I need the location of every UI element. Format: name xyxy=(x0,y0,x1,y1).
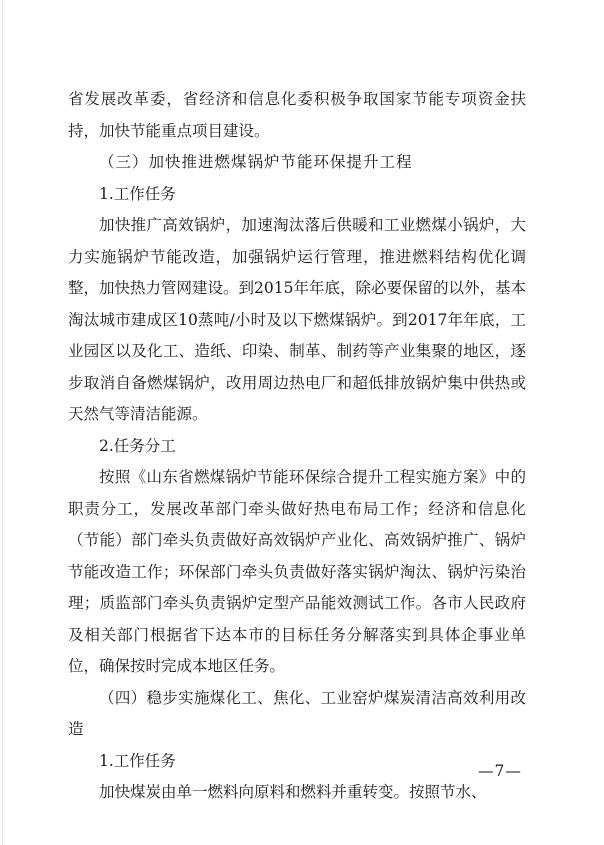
page-number: —7— xyxy=(478,762,522,780)
section-heading-4: （四）稳步实施煤化工、焦化、工业窑炉煤炭清洁高效利用改造 xyxy=(68,688,526,738)
paragraph-continuation: 省发展改革委，省经济和信息化委积极争取国家节能专项资金扶持，加快节能重点项目建设。 xyxy=(68,90,526,140)
paragraph-coal-transition: 加快煤炭由单一燃料向原料和燃料并重转变。按照节水、 xyxy=(99,783,487,801)
subheading-work-tasks-2: 1.工作任务 xyxy=(99,751,176,770)
binding-edge xyxy=(2,0,3,845)
document-body xyxy=(68,84,526,809)
paragraph-task-division: 按照《山东省燃煤锅炉节能环保综合提升工程实施方案》中的职责分工，发展改革部门牵头做好热电布局工作；经济和信息化（节能）部门牵头负责做好高效锅炉产业化、高效锅炉推广、锅炉节能改造工作；环保部门牵头负责做好落实锅炉淘汰、锅炉污染治理；质监部门牵头负责锅炉定型产品能效测试工作。各市人民政府及相关部门根据省下达本市的目标任务分解落实到具体企事业单位，确保按时完成本地区任务。 xyxy=(68,468,526,675)
subheading-task-division: 2.任务分工 xyxy=(99,436,176,455)
section-heading-3: （三）加快推进燃煤锅炉节能环保提升工程 xyxy=(99,153,413,171)
subheading-work-tasks: 1.工作任务 xyxy=(99,184,176,203)
paragraph-boiler-tasks: 加快推广高效锅炉，加速淘汰落后供暖和工业燃煤小锅炉，大力实施锅炉节能改造，加强锅炉运行管理，推进燃料结构优化调整，加快热力管网建设。到2015年年底，除必要保留的以外，基本淘汰城市建成区10蒸吨/小时及以下燃煤锅炉。到2017年年底，工业园区以及化工、造纸、印染、制革、制药等产业集聚的地区，逐步取消自备燃煤锅炉，改用周边热电厂和超低排放锅炉集中供热或天然气等清洁能源。 xyxy=(68,216,526,423)
